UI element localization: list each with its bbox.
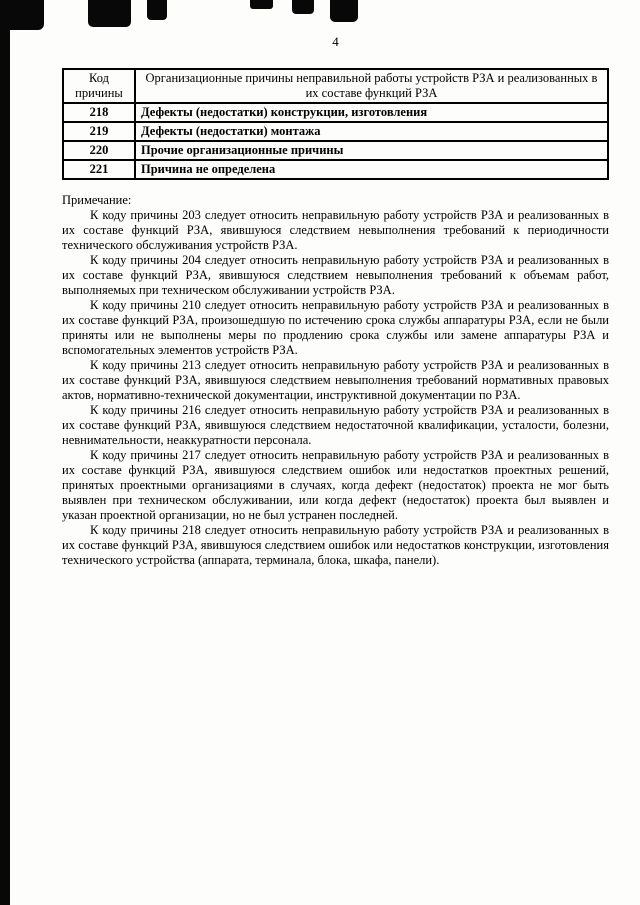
scan-artifact-blob: [147, 0, 167, 20]
scan-artifact-left-strip: [0, 0, 10, 905]
scan-artifact-blob: [292, 0, 314, 14]
note-paragraph: К коду причины 204 следует относить неправильную работу устройств РЗА и реализованных в их составе функций РЗА, явившуюся следствием невыполнения требований к объемам работ, выполняемых при техническом обслуживании устройств РЗА.: [62, 253, 609, 297]
table-row: [63, 122, 608, 141]
code-cell: 220: [63, 141, 135, 160]
note-paragraph: К коду причины 210 следует относить неправильную работу устройств РЗА и реализованных в их составе функций РЗА, произошедшую по истечению срока службы аппаратуры РЗА, если не были приняты или не выполнены меры по продлению срока службы или замене аппаратуры РЗА и вспомогательных элементов устройств РЗА.: [62, 298, 609, 357]
scan-artifact-blob: [250, 0, 273, 9]
note-paragraph: К коду причины 218 следует относить неправильную работу устройств РЗА и реализованных в их составе функций РЗА, явившуюся следствием ошибок или недостатков конструкции, изготовления технического устройства (аппарата, терминала, блока, шкафа, панели).: [62, 523, 609, 567]
note-paragraph: К коду причины 213 следует относить неправильную работу устройств РЗА и реализованных в их составе функций РЗА, явившуюся следствием невыполнения требований нормативных правовых актов, нормативно-технической документации, инструктивной документации по РЗА.: [62, 358, 609, 402]
cause-cell: Причина не определена: [135, 160, 608, 179]
scan-artifact-blob: [88, 0, 131, 27]
code-cell: 218: [63, 103, 135, 122]
code-cell: 221: [63, 160, 135, 179]
page-number: 4: [332, 34, 339, 49]
table-row: [63, 160, 608, 179]
note-paragraph: К коду причины 217 следует относить неправильную работу устройств РЗА и реализованных в их составе функций РЗА, явившуюся следствием ошибок или недостатков проектных решений, принятых проектными организациями в случаях, когда дефект (недостаток) проекта не мог быть выявлен при техническом обслуживании, или когда дефект (недостаток) проекта был выявлен и указан проектной организации, но не был устранен последней.: [62, 448, 609, 522]
note-paragraph: К коду причины 216 следует относить неправильную работу устройств РЗА и реализованных в их составе функций РЗА, явившуюся следствием недостаточной квалификации, усталости, болезни, невнимательности, неаккуратности персонала.: [62, 403, 609, 447]
note-label: Примечание:: [62, 193, 132, 207]
table-header-code: Код причины: [63, 69, 135, 103]
cause-cell: Прочие организационные причины: [135, 141, 608, 160]
code-cell: 219: [63, 122, 135, 141]
scan-artifact-blob: [330, 0, 358, 22]
table-row: [63, 141, 608, 160]
scan-artifact-corner: [0, 0, 44, 30]
table-header-cause: Организационные причины неправильной работы устройств РЗА и реализованных в их составе функций РЗА: [135, 69, 608, 103]
notes-section: [62, 193, 609, 568]
cause-cell: Дефекты (недостатки) монтажа: [135, 122, 608, 141]
cause-cell: Дефекты (недостатки) конструкции, изготовления: [135, 103, 608, 122]
causes-table: [62, 68, 609, 180]
table-row: [63, 103, 608, 122]
note-paragraph: К коду причины 203 следует относить неправильную работу устройств РЗА и реализованных в их составе функций РЗА, явившуюся следствием невыполнения требований к периодичности технического обслуживания устройств РЗА.: [62, 208, 609, 252]
table-header-row: [63, 69, 608, 103]
